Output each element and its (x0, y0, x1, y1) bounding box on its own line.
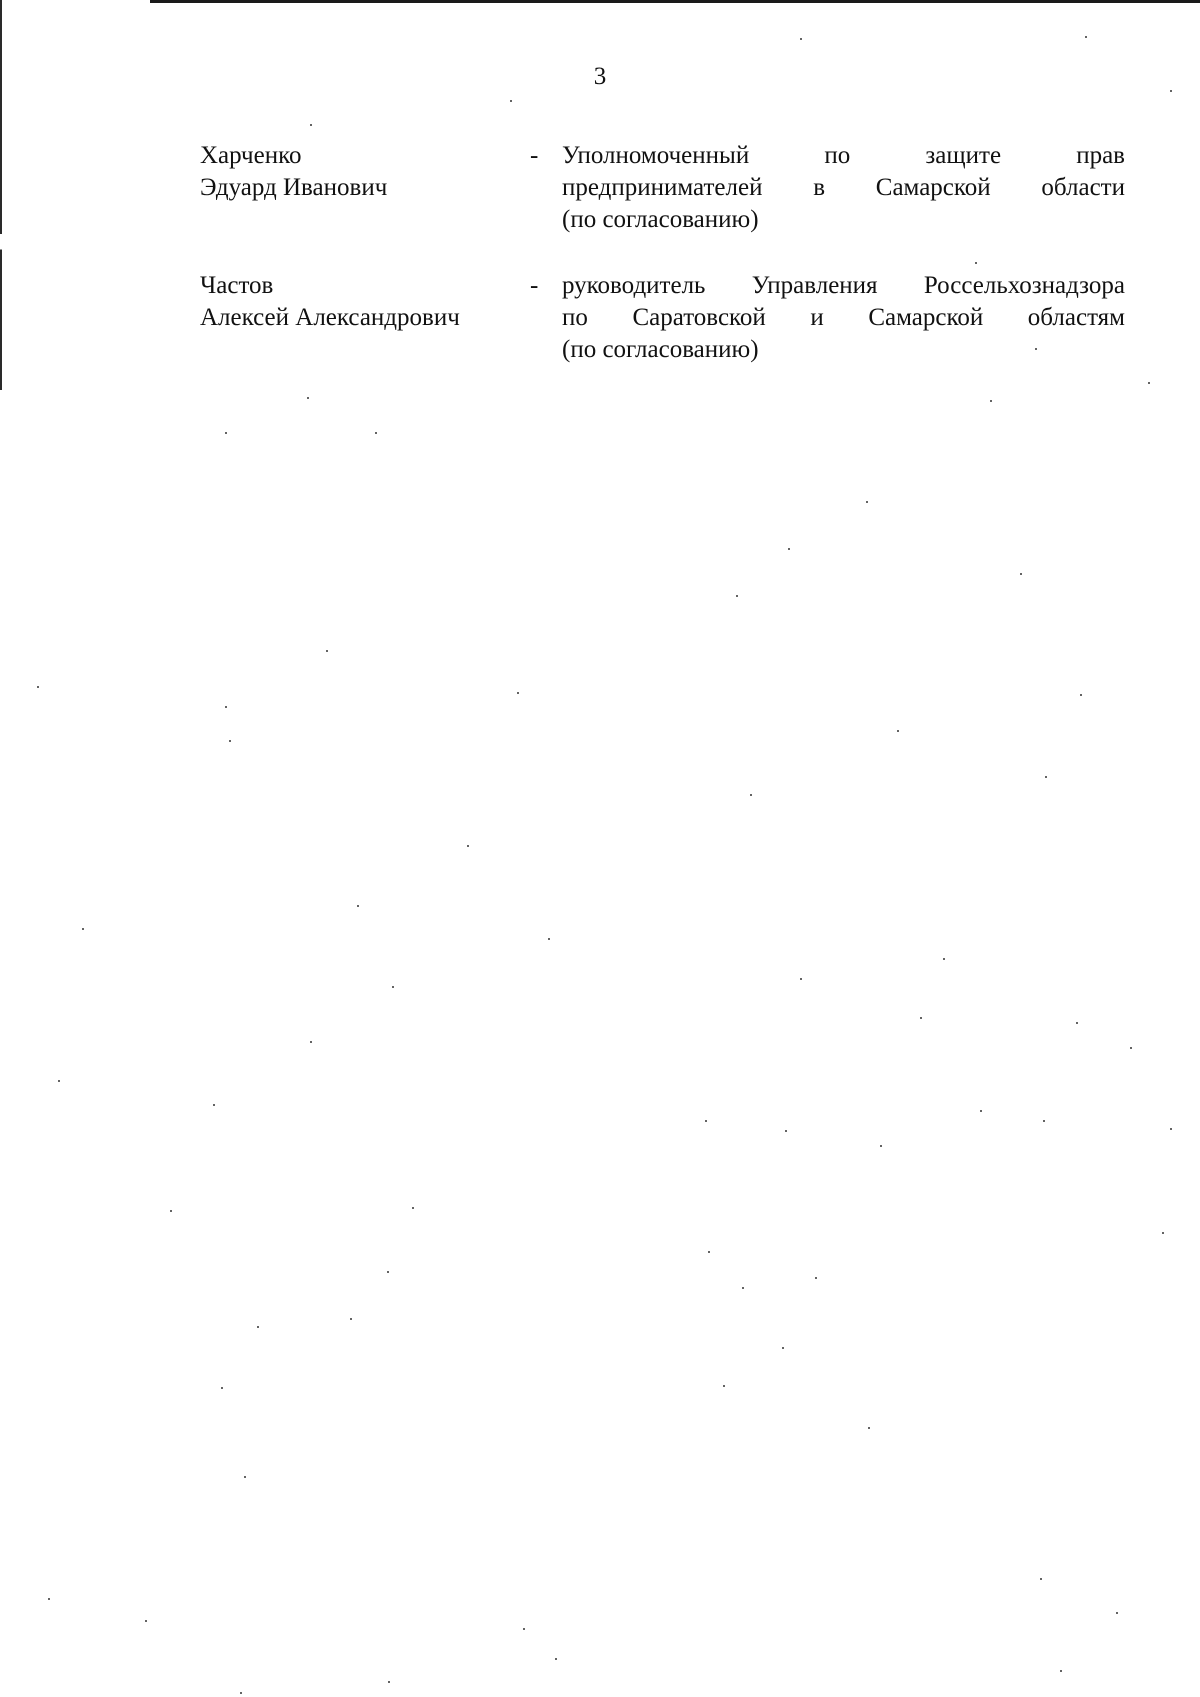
scan-speck (880, 1145, 882, 1147)
scan-speck (225, 706, 227, 708)
scan-speck (1162, 1232, 1164, 1234)
member-surname: Харченко (200, 142, 302, 169)
scan-speck (1040, 1578, 1042, 1580)
scan-speck (48, 1598, 50, 1600)
scan-speck (742, 1287, 744, 1289)
scan-speck (785, 1130, 787, 1132)
scan-speck (1085, 36, 1087, 38)
scan-speck (225, 432, 227, 434)
scan-speck (943, 958, 945, 960)
scan-speck (82, 928, 84, 930)
scan-speck (815, 1277, 817, 1279)
role-line: Уполномоченный по защите прав (562, 142, 1125, 169)
scan-speck (392, 986, 394, 988)
scan-speck (800, 38, 802, 40)
scan-speck (357, 905, 359, 907)
role-line: (по согласованию) (562, 336, 759, 363)
entry-dash: - (530, 272, 539, 299)
scan-speck (145, 1620, 147, 1622)
scan-edge-top (150, 0, 1200, 3)
scan-speck (1170, 90, 1172, 92)
scan-speck (1130, 1047, 1132, 1049)
scan-speck (307, 397, 309, 399)
scan-speck (326, 650, 328, 652)
member-given-names: Алексей Александрович (200, 304, 460, 331)
scan-speck (388, 1681, 390, 1683)
scan-speck (350, 1318, 352, 1320)
scan-speck (1076, 1022, 1078, 1024)
scan-speck (387, 1271, 389, 1273)
scan-speck (800, 978, 802, 980)
scan-speck (467, 845, 469, 847)
scan-speck (990, 400, 992, 402)
scan-speck (1080, 694, 1082, 696)
scan-speck (1116, 1612, 1118, 1614)
scan-speck (523, 1628, 525, 1630)
member-role (562, 140, 1125, 236)
scan-speck (866, 501, 868, 503)
member-role (562, 270, 1125, 366)
scan-speck (310, 124, 312, 126)
entry-dash: - (530, 142, 539, 169)
scan-speck (555, 1658, 557, 1660)
scan-speck (510, 100, 512, 102)
scan-speck (375, 432, 377, 434)
scan-speck (37, 686, 39, 688)
scan-speck (705, 1120, 707, 1122)
scan-speck (1020, 573, 1022, 575)
role-line: предпринимателей в Самарской области (562, 174, 1125, 201)
scan-speck (240, 1692, 242, 1694)
scan-speck (1045, 776, 1047, 778)
role-line: по Саратовской и Самарской областям (562, 304, 1125, 331)
scan-speck (412, 1207, 414, 1209)
scan-speck (708, 1251, 710, 1253)
scan-speck (548, 938, 550, 940)
scan-speck (980, 1110, 982, 1112)
member-name (200, 270, 520, 334)
member-given-names: Эдуард Иванович (200, 174, 388, 201)
scan-speck (1170, 1128, 1172, 1130)
scan-speck (920, 1017, 922, 1019)
scan-speck (782, 1347, 784, 1349)
scan-speck (221, 1387, 223, 1389)
scan-speck (517, 692, 519, 694)
scan-speck (788, 548, 790, 550)
scan-speck (257, 1326, 259, 1328)
scan-speck (1043, 1120, 1045, 1122)
scan-speck (736, 595, 738, 597)
member-surname: Частов (200, 272, 274, 299)
member-name (200, 140, 520, 204)
scan-speck (1035, 348, 1037, 350)
scan-speck (868, 1427, 870, 1429)
scan-speck (229, 740, 231, 742)
scan-speck (723, 1385, 725, 1387)
role-line: руководитель Управления Россельхознадзора (562, 272, 1125, 299)
scan-speck (58, 1080, 60, 1082)
scan-speck (244, 1476, 246, 1478)
scan-speck (750, 794, 752, 796)
scan-speck (897, 730, 899, 732)
scan-speck (213, 1104, 215, 1106)
scan-speck (170, 1210, 172, 1212)
role-line: (по согласованию) (562, 206, 759, 233)
scan-speck (975, 262, 977, 264)
scan-speck (1148, 382, 1150, 384)
scan-edge-left (0, 0, 2, 390)
scan-speck (310, 1041, 312, 1043)
scan-speck (1060, 1670, 1062, 1672)
page-number: 3 (593, 63, 607, 90)
